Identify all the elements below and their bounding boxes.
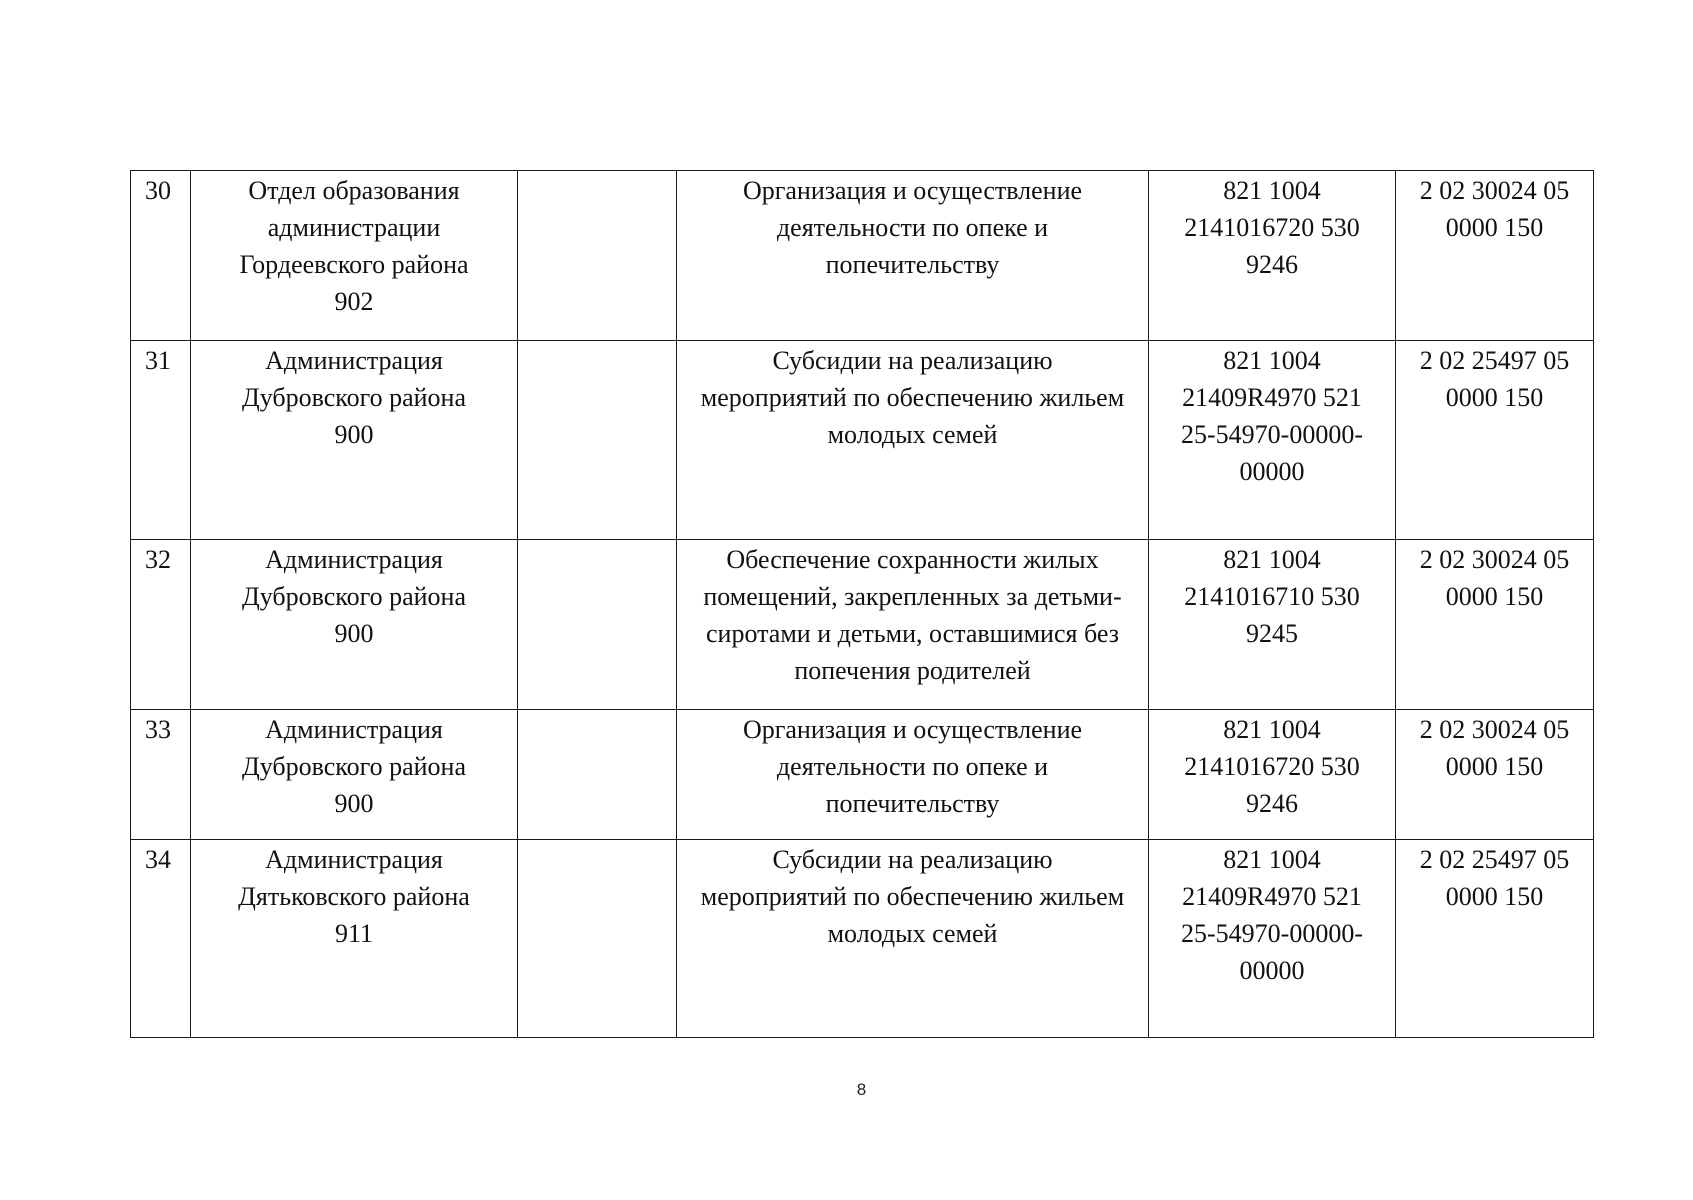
org-line: 911 [334,919,374,948]
income-line: 0000 150 [1445,752,1544,781]
row-number-cell: 30 [131,171,191,341]
blank-cell [518,540,677,710]
purpose-cell [677,171,1149,341]
purpose-line: Субсидии на реализацию [772,845,1053,874]
code-line: 821 1004 [1223,545,1321,574]
blank-cell [518,171,677,341]
organization-cell [191,171,518,341]
organization-cell [191,710,518,840]
budget-code-cell [1149,540,1396,710]
org-line: 902 [334,287,374,316]
code-line: 25-54970-00000- [1181,420,1363,449]
income-line: 2 02 30024 05 [1419,176,1570,205]
purpose-cell [677,341,1149,540]
income-line: 2 02 30024 05 [1419,545,1570,574]
org-line: 900 [334,789,374,818]
purpose-line: Субсидии на реализацию [772,346,1053,375]
org-line: Дубровского района [241,752,467,781]
organization-cell [191,540,518,710]
purpose-line: молодых семей [827,919,998,948]
code-line: 2141016720 530 [1184,752,1360,781]
income-line: 0000 150 [1445,582,1544,611]
org-line: Администрация [265,545,443,574]
org-line: Администрация [265,845,443,874]
income-line: 2 02 25497 05 [1419,845,1570,874]
code-line: 00000 [1239,956,1305,985]
income-line: 2 02 30024 05 [1419,715,1570,744]
code-line: 21409R4970 521 [1182,882,1362,911]
blank-cell [518,840,677,1038]
code-line: 2141016710 530 [1184,582,1360,611]
purpose-line: мероприятий по обеспечению жильем [700,383,1125,412]
blank-cell [518,341,677,540]
table-row [131,840,1594,1038]
budget-code-cell [1149,840,1396,1038]
purpose-line: попечительству [825,789,1000,818]
income-code-cell [1396,540,1594,710]
subsidy-table [130,170,1594,1038]
purpose-cell [677,710,1149,840]
income-code-cell [1396,171,1594,341]
row-number-cell: 31 [131,341,191,540]
budget-code-cell [1149,341,1396,540]
table-row [131,540,1594,710]
code-line: 2141016720 530 [1184,213,1360,242]
purpose-line: Организация и осуществление [742,715,1083,744]
income-line: 0000 150 [1445,213,1544,242]
code-line: 9246 [1246,250,1298,279]
purpose-line: Организация и осуществление [742,176,1083,205]
purpose-line: деятельности по опеке и [776,752,1049,781]
income-line: 0000 150 [1445,383,1544,412]
table-body [131,171,1594,1038]
income-code-cell [1396,341,1594,540]
code-line: 9246 [1246,789,1298,818]
purpose-cell [677,540,1149,710]
org-line: Дубровского района [241,582,467,611]
budget-code-cell [1149,710,1396,840]
page-number: 8 [856,1080,867,1099]
income-line: 0000 150 [1445,882,1544,911]
income-code-cell [1396,840,1594,1038]
income-line: 2 02 25497 05 [1419,346,1570,375]
code-line: 25-54970-00000- [1181,919,1363,948]
purpose-line: сиротами и детьми, оставшимися без [706,619,1119,648]
code-line: 821 1004 [1223,346,1321,375]
purpose-line: попечения родителей [794,656,1031,685]
org-line: 900 [334,619,374,648]
code-line: 821 1004 [1223,176,1321,205]
table-row [131,710,1594,840]
code-line: 21409R4970 521 [1182,383,1362,412]
org-line: 900 [334,420,374,449]
org-line: администрации [267,213,441,242]
table-row [131,341,1594,540]
row-number-cell: 34 [131,840,191,1038]
code-line: 821 1004 [1223,715,1321,744]
table-row [131,171,1594,341]
purpose-line: Обеспечение сохранности жилых [726,545,1099,574]
code-line: 821 1004 [1223,845,1321,874]
purpose-line: мероприятий по обеспечению жильем [700,882,1125,911]
organization-cell [191,341,518,540]
purpose-line: молодых семей [827,420,998,449]
purpose-cell [677,840,1149,1038]
row-number-cell: 32 [131,540,191,710]
org-line: Дятьковского района [238,882,470,911]
org-line: Администрация [265,346,443,375]
income-code-cell [1396,710,1594,840]
blank-cell [518,710,677,840]
purpose-line: попечительству [825,250,1000,279]
budget-code-cell [1149,171,1396,341]
row-number-cell: 33 [131,710,191,840]
code-line: 9245 [1246,619,1298,648]
organization-cell [191,840,518,1038]
purpose-line: деятельности по опеке и [776,213,1049,242]
org-line: Дубровского района [241,383,467,412]
code-line: 00000 [1239,457,1305,486]
org-line: Гордеевского района [239,250,469,279]
purpose-line: помещений, закрепленных за детьми- [703,582,1122,611]
org-line: Администрация [265,715,443,744]
org-line: Отдел образования [248,176,460,205]
